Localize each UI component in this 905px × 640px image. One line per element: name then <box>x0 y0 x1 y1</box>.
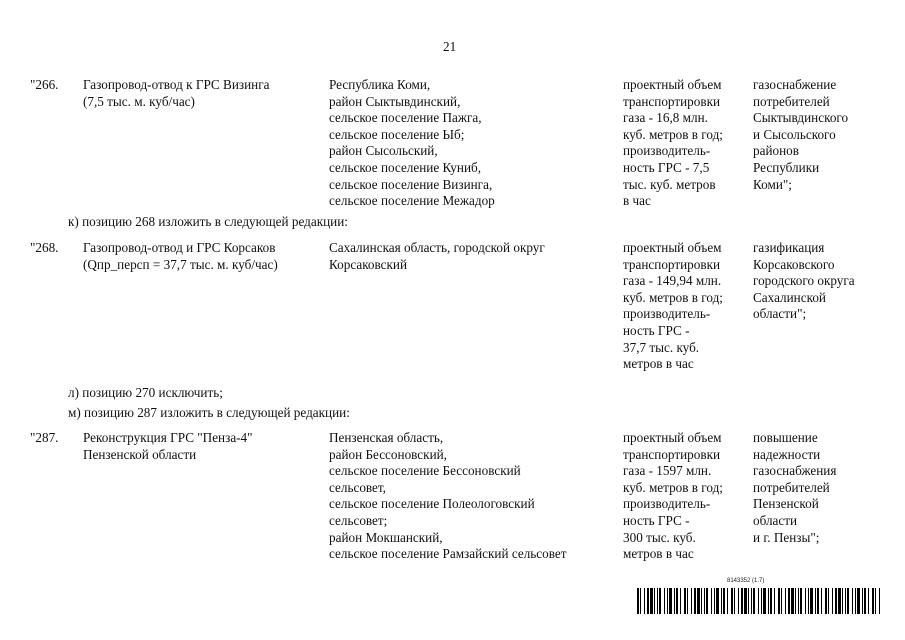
object-purpose <box>753 240 855 323</box>
object-name-line: Реконструкция ГРС "Пенза-4" <box>83 430 253 445</box>
spec-line: ность ГРС - <box>623 512 690 528</box>
location-line: Пензенская область, <box>329 430 444 445</box>
purpose-line: газоснабжение <box>753 77 837 92</box>
page-number: 21 <box>443 39 457 54</box>
location-line: сельсовет, <box>329 479 386 495</box>
spec-line: транспортировки <box>623 256 721 272</box>
purpose-line: и г. Пензы"; <box>753 529 820 545</box>
object-purpose <box>753 77 848 193</box>
purpose-line: газификация <box>753 240 825 255</box>
object-specs <box>623 77 723 210</box>
object-location <box>329 77 495 210</box>
object-name <box>83 77 269 110</box>
spec-line: куб. метров в год; <box>623 479 723 495</box>
purpose-line: районов <box>753 143 799 159</box>
instruction-text: л) позицию 270 исключить; <box>68 385 223 400</box>
spec-line: производитель- <box>623 143 711 159</box>
object-name-line: Газопровод-отвод и ГРС Корсаков <box>83 240 276 255</box>
purpose-line: газоснабжения <box>753 463 837 479</box>
barcode-label: 8143352 (1.7) <box>727 578 765 584</box>
spec-line: метров в час <box>623 546 694 562</box>
purpose-line: области <box>753 512 798 528</box>
barcode <box>637 588 883 614</box>
location-line: сельское поселение Куниб, <box>329 159 482 175</box>
object-location <box>329 430 567 563</box>
row-number: "266. <box>30 77 59 92</box>
location-line: сельское поселение Межадор <box>329 193 495 209</box>
spec-line: транспортировки <box>623 446 721 462</box>
location-line: Сахалинская область, городской округ <box>329 240 545 255</box>
purpose-line: повышение <box>753 430 818 445</box>
location-line: район Сыктывдинский, <box>329 93 461 109</box>
spec-line: ность ГРС - <box>623 322 690 338</box>
purpose-line: Корсаковского <box>753 256 835 272</box>
spec-line: метров в час <box>623 356 694 372</box>
object-purpose <box>753 430 836 546</box>
location-line: сельское поселение Пажга, <box>329 110 482 126</box>
spec-line: в час <box>623 193 651 209</box>
location-line: район Мокшанский, <box>329 529 443 545</box>
object-name <box>83 240 278 273</box>
spec-line: 37,7 тыс. куб. <box>623 339 700 355</box>
spec-line: проектный объем <box>623 240 722 255</box>
spec-line: производитель- <box>623 306 711 322</box>
object-name-line: (7,5 тыс. м. куб/час) <box>83 93 195 109</box>
spec-line: производитель- <box>623 496 711 512</box>
location-line: район Сысольский, <box>329 143 438 159</box>
purpose-line: и Сысольского <box>753 126 836 142</box>
purpose-line: Коми"; <box>753 176 792 192</box>
location-line: сельское поселение Ыб; <box>329 126 465 142</box>
spec-line: транспортировки <box>623 93 721 109</box>
location-line: сельское поселение Бессоновский <box>329 463 521 479</box>
purpose-line: городского округа <box>753 273 855 289</box>
location-line: сельское поселение Визинга, <box>329 176 493 192</box>
purpose-line: Республики <box>753 159 820 175</box>
object-location <box>329 240 545 273</box>
object-name-line: Пензенской области <box>83 446 197 462</box>
location-line: район Бессоновский, <box>329 446 447 462</box>
instruction-text: м) позицию 287 изложить в следующей редакции: <box>68 405 350 420</box>
object-name <box>83 430 253 463</box>
spec-line: куб. метров в год; <box>623 126 723 142</box>
spec-line: проектный объем <box>623 430 722 445</box>
spec-line: тыс. куб. метров <box>623 176 716 192</box>
object-name-line: Газопровод-отвод к ГРС Визинга <box>83 77 270 92</box>
spec-line: куб. метров в год; <box>623 289 723 305</box>
spec-line: газа - 16,8 млн. <box>623 110 708 126</box>
row-number: "287. <box>30 430 59 445</box>
location-line: Республика Коми, <box>329 77 431 92</box>
object-specs <box>623 240 723 373</box>
object-specs <box>623 430 723 563</box>
spec-line: 300 тыс. куб. <box>623 529 696 545</box>
purpose-line: Пензенской <box>753 496 819 512</box>
purpose-line: потребителей <box>753 479 830 495</box>
spec-line: газа - 1597 млн. <box>623 463 712 479</box>
spec-line: проектный объем <box>623 77 722 92</box>
object-name-line: (Qпр_персп = 37,7 тыс. м. куб/час) <box>83 256 278 272</box>
location-line: сельское поселение Полеологовский <box>329 496 535 512</box>
purpose-line: надежности <box>753 446 821 462</box>
location-line: Корсаковский <box>329 256 408 272</box>
purpose-line: потребителей <box>753 93 830 109</box>
purpose-line: области"; <box>753 306 807 322</box>
spec-line: газа - 149,94 млн. <box>623 273 722 289</box>
purpose-line: Сыктывдинского <box>753 110 849 126</box>
instruction-text: к) позицию 268 изложить в следующей редакции: <box>68 214 348 229</box>
spec-line: ность ГРС - 7,5 <box>623 159 710 175</box>
location-line: сельсовет; <box>329 512 388 528</box>
row-number: "268. <box>30 240 59 255</box>
location-line: сельское поселение Рамзайский сельсовет <box>329 546 567 562</box>
purpose-line: Сахалинской <box>753 289 826 305</box>
